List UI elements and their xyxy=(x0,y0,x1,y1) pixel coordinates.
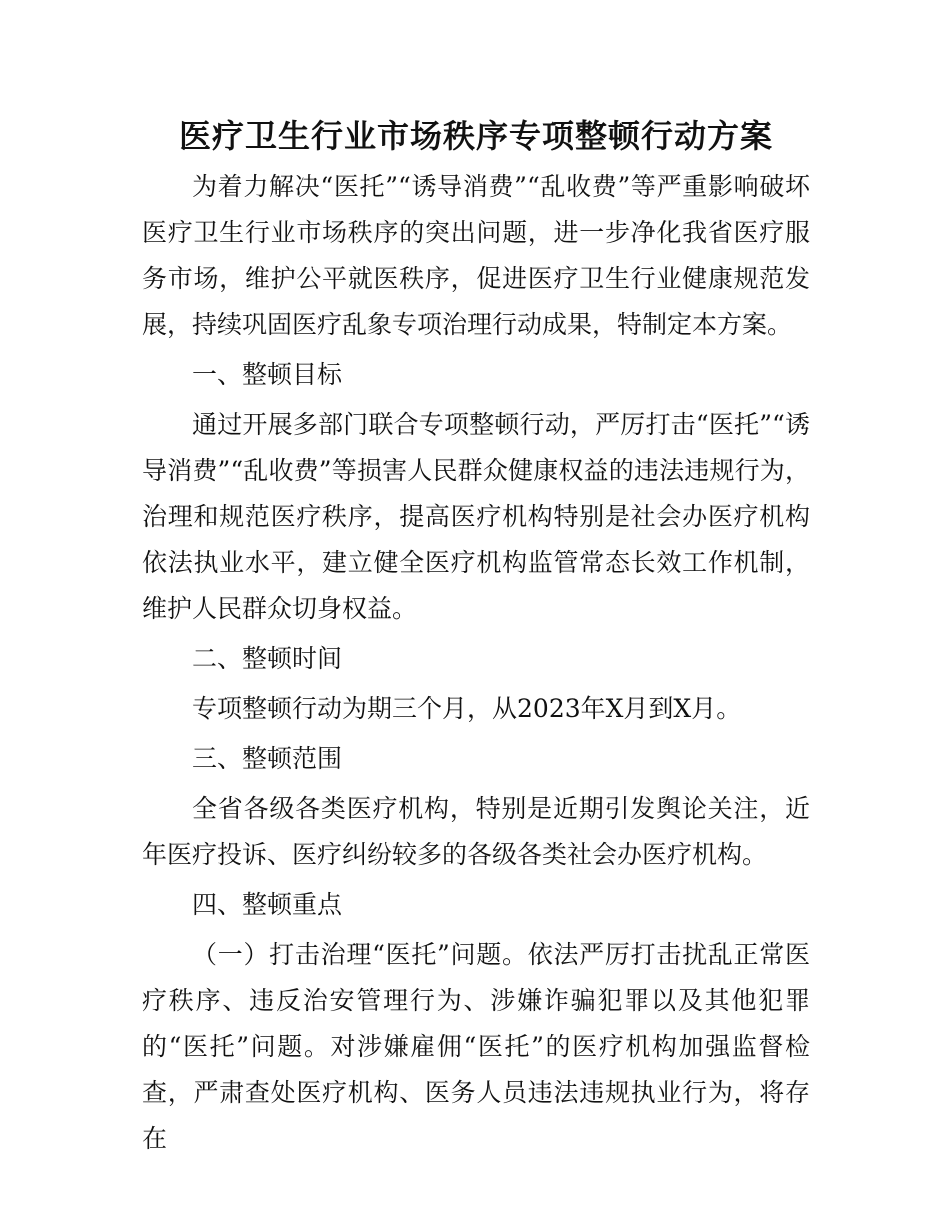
section-heading-focus: 四、整顿重点 xyxy=(192,890,343,919)
section-heading-time: 二、整顿时间 xyxy=(192,644,343,673)
section-body-scope: 全省各级各类医疗机构，特别是近期引发舆论关注，近年医疗投诉、医疗纠纷较多的各级各类社会办医疗机构。 xyxy=(142,794,810,869)
section-body-focus: （一）打击治理“医托”问题。依法严厉打击扰乱正常医疗秩序、违反治安管理行为、涉嫌诈骗犯罪以及其他犯罪的“医托”问题。对涉嫌雇佣“医托”的医疗机构加强监督检查，严肃查处医疗机构、医务人员违法违规执业行为，将存在 xyxy=(142,940,810,1153)
intro-paragraph: 为着力解决“医托”“诱导消费”“乱收费”等严重影响破坏医疗卫生行业市场秩序的突出问题，进一步净化我省医疗服务市场，维护公平就医秩序，促进医疗卫生行业健康规范发展，持续巩固医疗乱象专项治理行动成果，特制定本方案。 xyxy=(142,172,810,339)
document-page xyxy=(142,108,810,1162)
section-heading-goal: 一、整顿目标 xyxy=(192,360,343,389)
section-body-time: 专项整顿行动为期三个月，从2023年X月到X月。 xyxy=(192,694,742,723)
section-body-goal: 通过开展多部门联合专项整顿行动，严厉打击“医托”“诱导消费”“乱收费”等损害人民群众健康权益的违法违规行为，治理和规范医疗秩序，提高医疗机构特别是社会办医疗机构依法执业水平，建立健全医疗机构监管常态长效工作机制，维护人民群众切身权益。 xyxy=(142,410,810,623)
section-heading-scope: 三、整顿范围 xyxy=(192,744,343,773)
document-title: 医疗卫生行业市场秩序专项整顿行动方案 xyxy=(178,117,773,155)
